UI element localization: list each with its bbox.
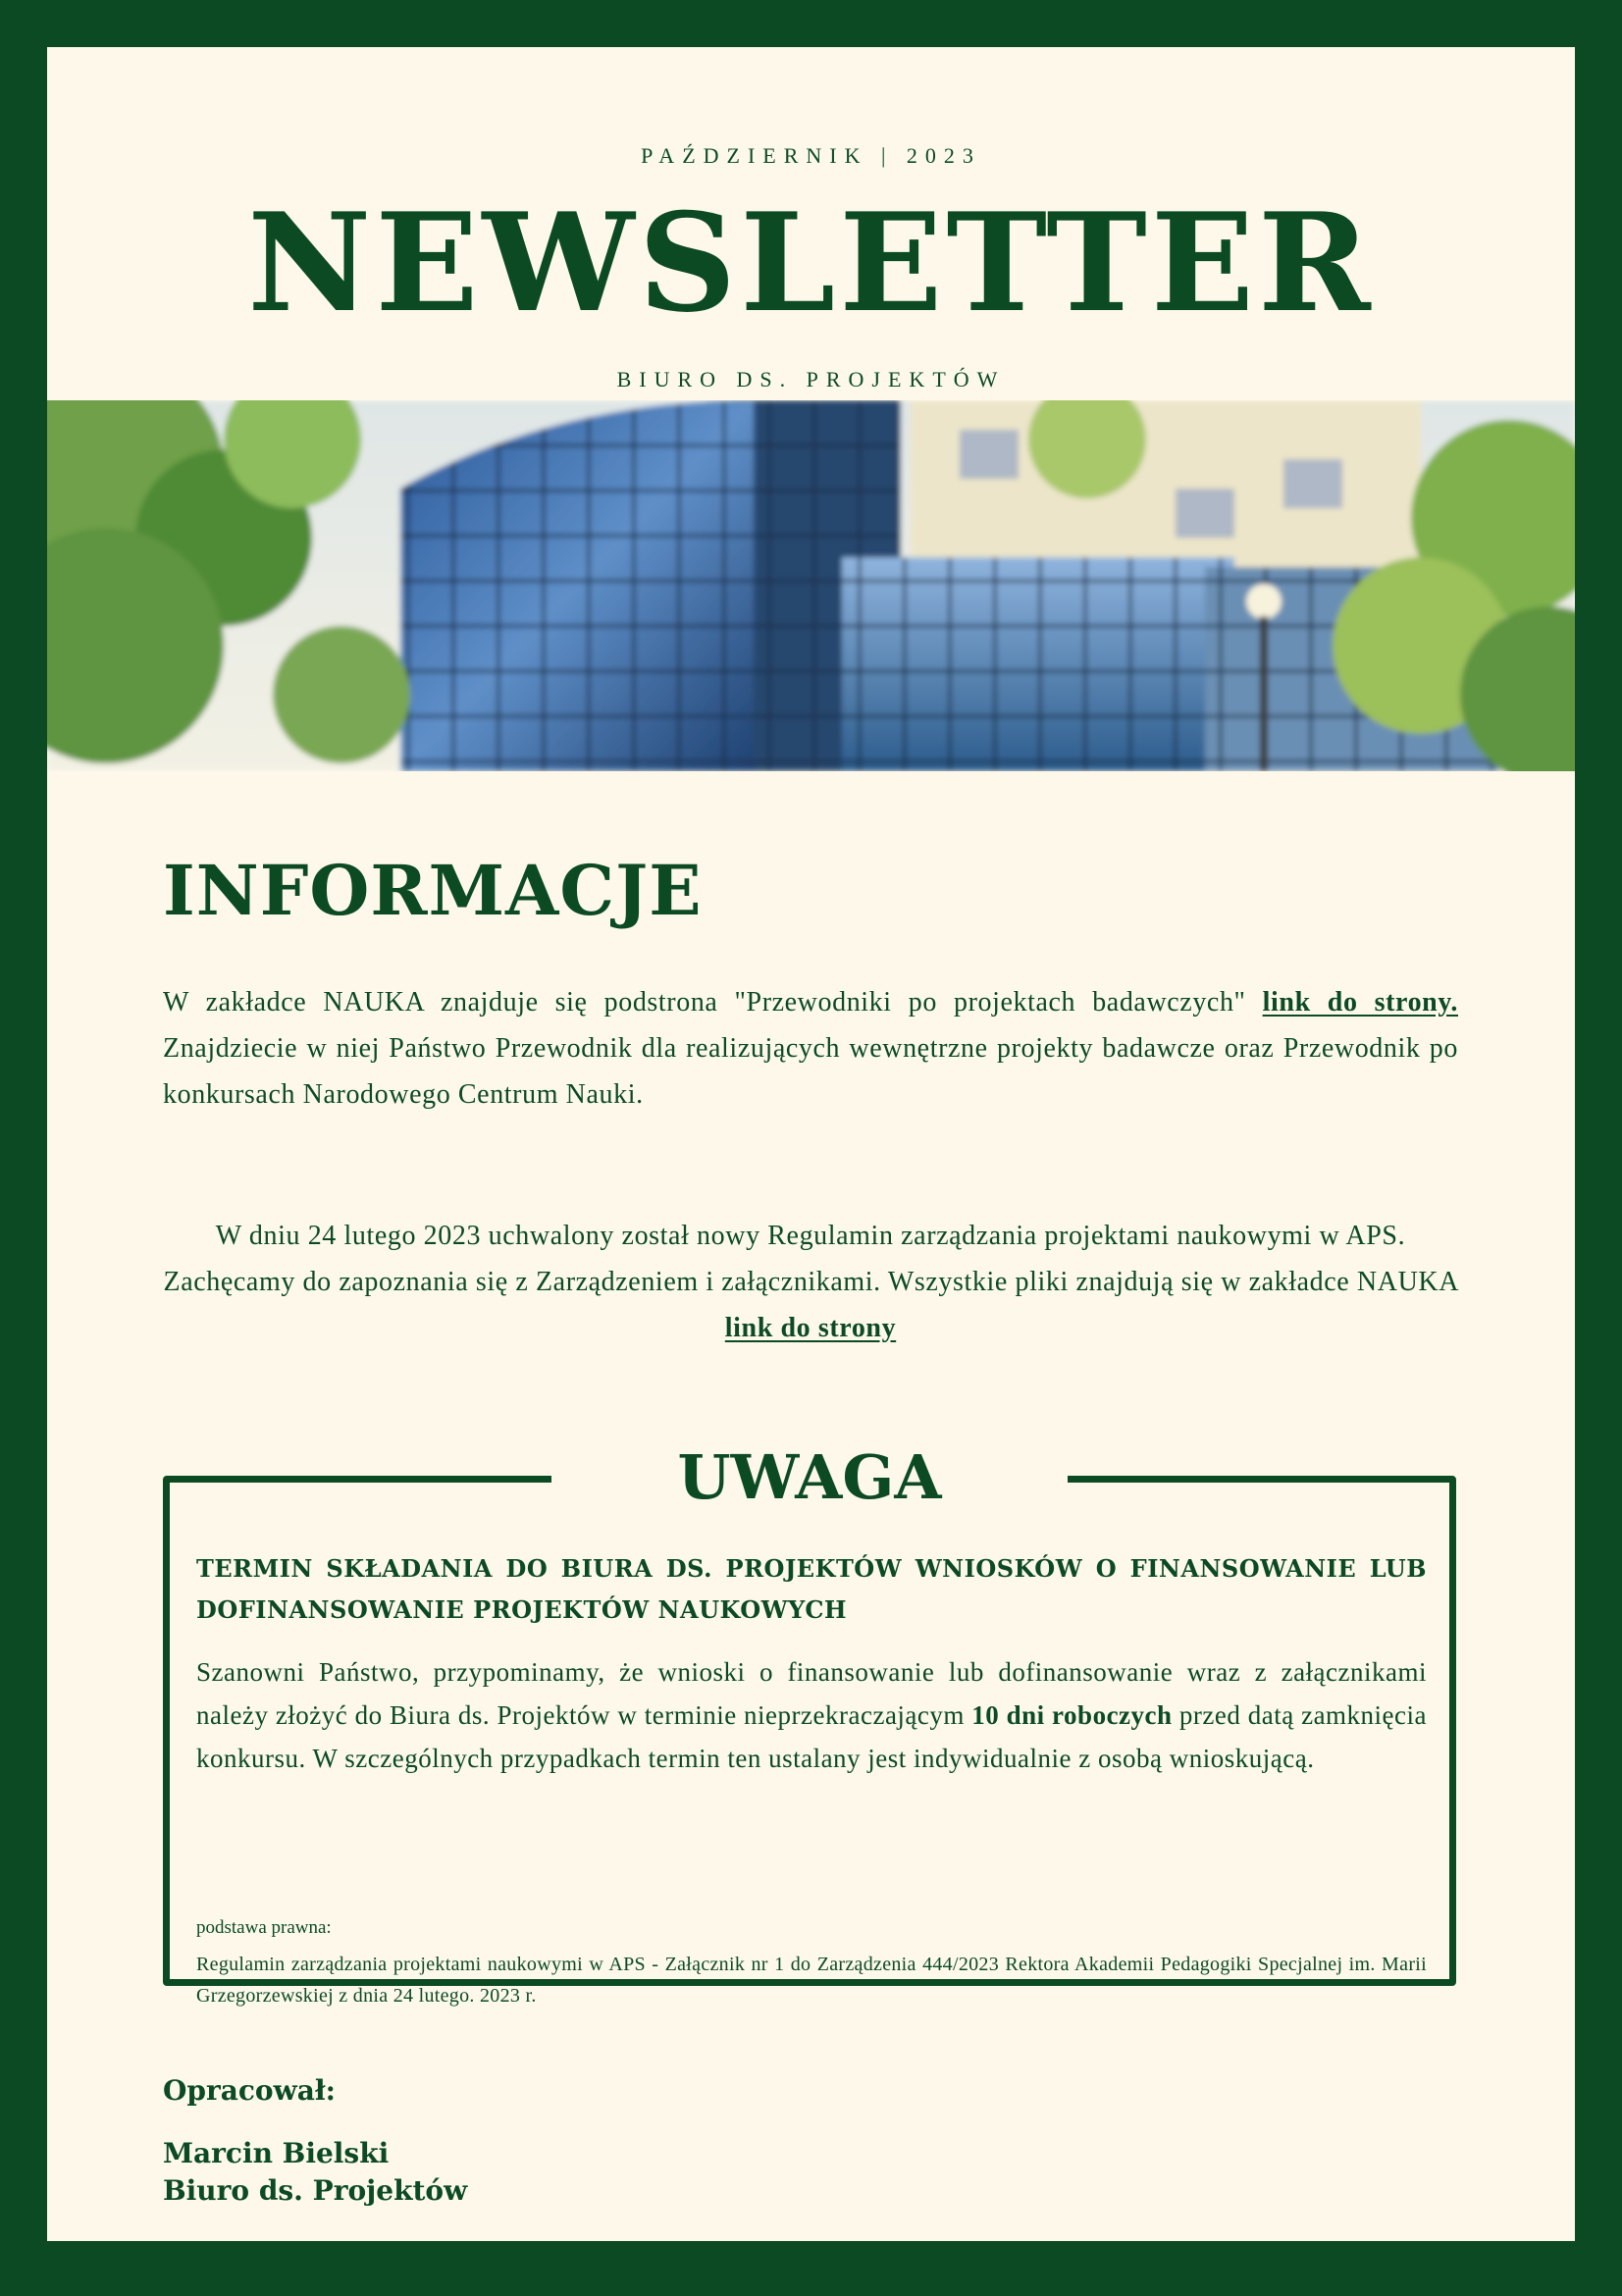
issue-date: PAŹDZIERNIK | 2023 — [641, 143, 981, 168]
regulations-page-link[interactable]: link do strony — [724, 1313, 897, 1343]
legal-basis-text: Regulamin zarządzania projektami naukowymi w APS - Załącznik nr 1 do Zarządzenia 444/2023 Rektora Akademii Pedagogiki Specjalnej im. Marii Grzegorzewskiej z dnia 24 lutego. 2023 r. — [196, 1954, 1427, 2007]
building-photo — [47, 400, 1575, 771]
notice-deadline: 10 dni roboczych — [971, 1700, 1173, 1730]
section-heading-informacje: INFORMACJE — [163, 850, 703, 931]
author-unit: Biuro ds. Projektów — [163, 2174, 468, 2207]
legal-basis-label: podstawa prawna: — [196, 1917, 332, 1938]
newsletter-page — [47, 47, 1575, 2241]
notice-body — [196, 1650, 1427, 1780]
info-paragraph-guides-tail: Znajdziecie w niej Państwo Przewodnik dla realizujących wewnętrzne projekty badawcze oraz Przewodnik po konkursach Narodowego Centrum Nauki. — [163, 1033, 1458, 1110]
info-paragraph-regulations-text: W dniu 24 lutego 2023 uchwalony został nowy Regulamin zarządzania projektami naukowymi w APS. Zachęcamy do zapoznania się z Zarządzeniem i załącznikami. Wszystkie pliki znajdują się w zakładce NAUKA — [163, 1221, 1458, 1297]
info-paragraph-regulations — [163, 1213, 1458, 1351]
notice-body-tail: przed datą zamknięcia konkursu. W szczególnych przypadkach termin ten ustalany jest indywidualnie z osobą wnioskującą. — [196, 1700, 1428, 1773]
newsletter-title: NEWSLETTER — [247, 183, 1375, 342]
author-block — [163, 2135, 467, 2210]
notice-heading: TERMIN SKŁADANIA DO BIURA DS. PROJEKTÓW WNIOSKÓW O FINANSOWANIE LUB DOFINANSOWANIE PROJEKTÓW NAUKOWYCH — [196, 1554, 1427, 1624]
notice-body-text: Szanowni Państwo, przypominamy, że wnioski o finansowanie lub dofinansowanie wraz z załącznikami należy złożyć do Biura ds. Projektów w terminie nieprzekraczającym — [196, 1657, 1427, 1730]
author-label: Opracował: — [163, 2074, 336, 2107]
guides-page-link[interactable]: link do strony. — [1262, 987, 1458, 1018]
department-name: BIURO DS. PROJEKTÓW — [616, 367, 1006, 391]
author-name: Marcin Bielski — [163, 2137, 390, 2169]
info-paragraph-guides-text: W zakładce NAUKA znajduje się podstrona "Przewodniki po projektach badawczych" — [163, 987, 1263, 1018]
info-paragraph-guides — [163, 979, 1458, 1118]
notice-title: UWAGA — [551, 1438, 1068, 1517]
